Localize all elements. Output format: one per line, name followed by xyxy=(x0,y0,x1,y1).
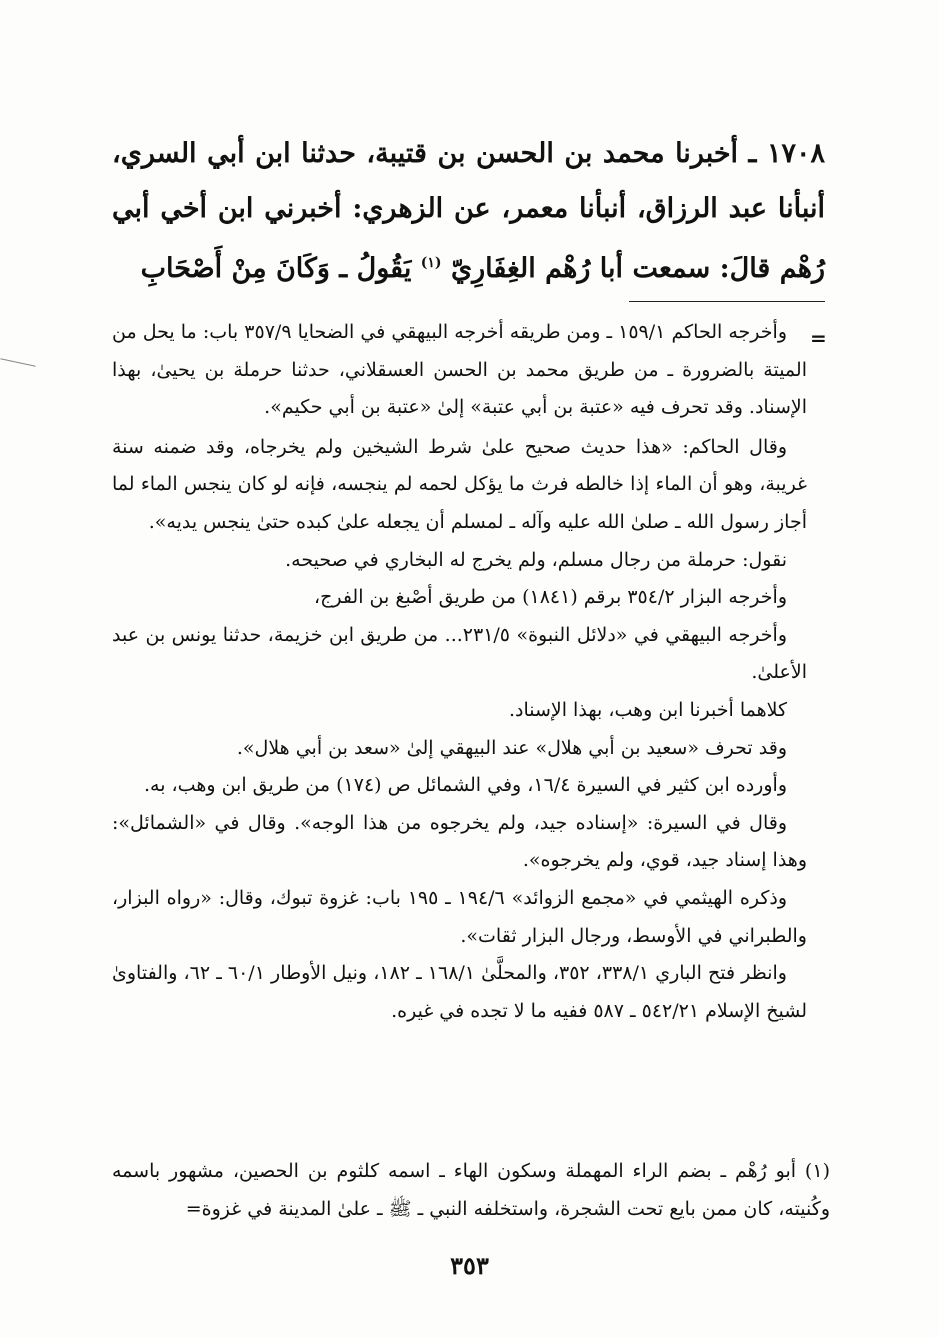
footnotes-section xyxy=(112,314,807,1030)
footnote-paragraph: وانظر فتح الباري ٣٣٨/١، ٣٥٢، والمحلَّىٰ ١٦٨/١ ـ ١٨٢، ونيل الأوطار ٦٠/١ ـ ٦٢، والفتاوىٰ لشيخ الإسلام ٥٤٢/٢١ ـ ٥٨٧ ففيه ما لا تجده في غيره. xyxy=(112,962,807,1022)
footnote-reference[interactable]: (١) xyxy=(420,255,442,271)
footnote-paragraph: وأخرجه البيهقي في «دلائل النبوة» ٢٣١/٥... من طريق ابن خزيمة، حدثنا يونس بن عبد الأعلىٰ. xyxy=(112,623,807,684)
footnote-paragraph: وأخرجه الحاكم ١٥٩/١ ـ ومن طريقه أخرجه البيهقي في الضحايا ٣٥٧/٩ باب: ما يحل من الميتة بالضرورة ـ من طريق محمد بن الحسن العسقلاني، حدثنا حرملة بن يحيىٰ، بهذا الإسناد. وقد تحرف فيه «عتبة بن أبي عتبة» إلىٰ «عتبة بن أبي حكيم». xyxy=(112,321,807,419)
footnote-paragraph: نقول: حرملة من رجال مسلم، ولم يخرج له البخاري في صحيحه. xyxy=(285,548,787,571)
footnote-1: (١) أبو رُهْم ـ بضم الراء المهملة وسكون الهاء ـ اسمه كلثوم بن الحصين، مشهور باسمه وكُنيته، كان ممن بايع تحت الشجرة، واستخلفه النبي ـ ﷺ ـ علىٰ المدينة في غزوة= xyxy=(112,1160,830,1220)
hadith-number: ١٧٠٨ xyxy=(767,138,826,169)
footnote-paragraph: وقال الحاكم: «هذا حديث صحيح علىٰ شرط الشيخين ولم يخرجاه، وقد ضمنه سنة غريبة، وهو أن الماء إذا خالطه فرث ما يؤكل لحمه لم ينجسه، فإنه لو كان ينجس الماء لما أجاز رسول الله ـ صلىٰ الله عليه وآله ـ لمسلم أن يجعله علىٰ كبده حتىٰ ينجس يديه». xyxy=(112,435,807,533)
footnote-paragraph: وأخرجه البزار ٣٥٤/٢ برقم (١٨٤١) من طريق أصْبغ بن الفرج، xyxy=(313,586,787,609)
footnote-paragraph: كلاهما أخبرنا ابن وهب، بهذا الإسناد. xyxy=(508,698,787,721)
continuation-mark: = xyxy=(810,326,827,350)
footnote-paragraph: وذكره الهيثمي في «مجمع الزوائد» ١٩٤/٦ ـ ١٩٥ باب: غزوة تبوك، وقال: «رواه البزار، والطبراني في الأوسط، ورجال البزار ثقات». xyxy=(112,886,807,947)
footnote-paragraph: وقد تحرف «سعيد بن أبي هلال» عند البيهقي إلىٰ «سعد بن أبي هلال». xyxy=(236,736,787,759)
page-number: ٣٥٣ xyxy=(450,1251,489,1280)
footnote-paragraph: وأورده ابن كثير في السيرة ١٦/٤، وفي الشمائل ص (١٧٤) من طريق ابن وهب، به. xyxy=(144,774,787,797)
hadith-body: ـ أخبرنا محمد بن الحسن بن قتيبة، حدثنا ابن أبي السري، أنبأنا عبد الرزاق، أنبأنا معمر، عن الزهري: أخبرني ابن أخي أبي رُهْم قالَ: سمعت أبا رُهْم الغِفَارِيّ xyxy=(112,138,825,284)
hadith-text xyxy=(112,126,825,296)
hadith-body-end: يَقُولُ ـ وَكَانَ مِنْ أَصْحَابِ xyxy=(140,253,412,284)
footnote-paragraph: وقال في السيرة: «إسناده جيد، ولم يخرجوه من هذا الوجه». وقال في «الشمائل»: وهذا إسناد جيد، قوي، ولم يخرجوه». xyxy=(112,811,807,872)
scan-mark xyxy=(0,358,35,366)
footnote-divider xyxy=(629,301,825,302)
